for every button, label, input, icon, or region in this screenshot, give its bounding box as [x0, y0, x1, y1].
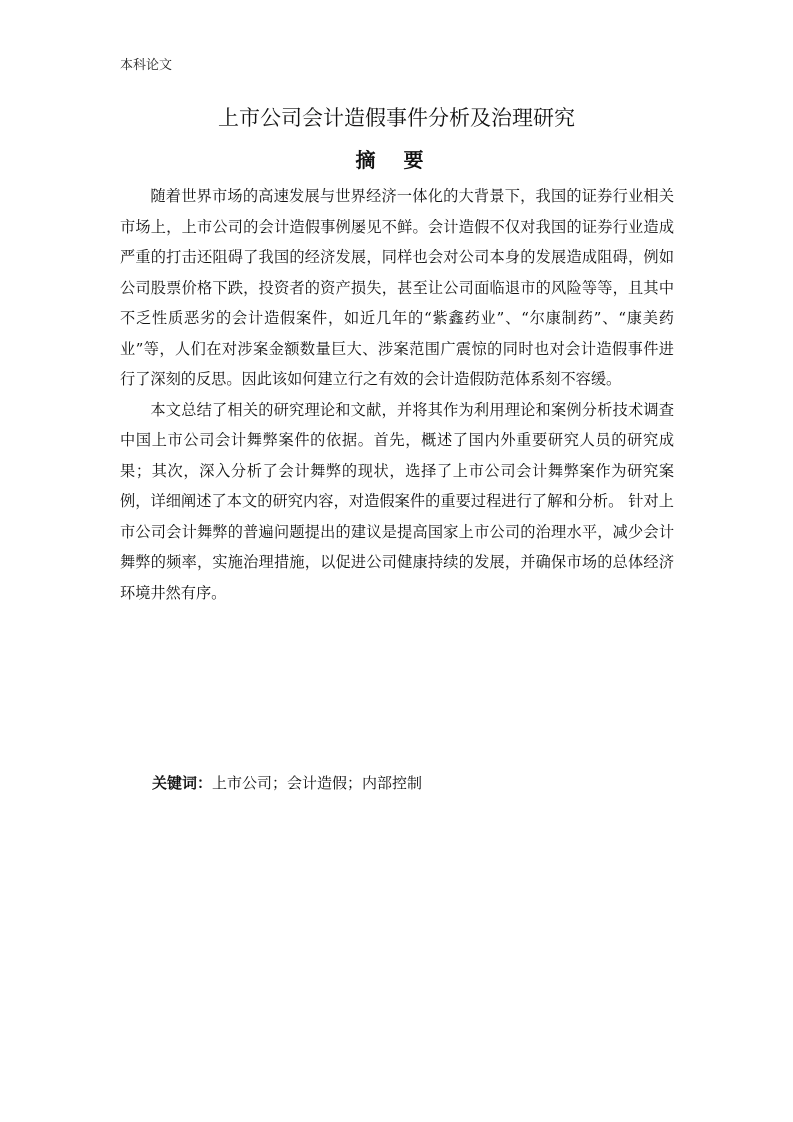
abstract-heading: 摘要 [355, 148, 452, 172]
running-header: 本科论文 [120, 58, 173, 73]
keywords-label: 关键词： [152, 774, 213, 792]
abstract-paragraph: 随着世界市场的高速发展与世界经济一体化的大背景下，我国的证券行业相关市场上，上市公司的会计造假事例屡见不鲜。会计造假不仅对我国的证券行业造成严重的打击还阻碍了我国的经济发展，同样也会对公司本身的发展造成阻碍，例如公司股票价格下跌，投资者的资产损失，甚至让公司面临退市的风险等等，且其中不乏性质恶劣的会计造假案件，如近几年的“紫鑫药业”、“尔康制药”、“康美药业”等，人们在对涉案金额数量巨大、涉案范围广震惊的同时也对会计造假事件进行了深刻的反思。因此该如何建立行之有效的会计造假防范体系刻不容缓。 [120, 187, 674, 388]
keywords-line [152, 770, 422, 796]
abstract-body [120, 181, 674, 608]
abstract-paragraph: 本文总结了相关的研究理论和文献，并将其作为利用理论和案例分析技术调查中国上市公司会计舞弊案件的依据。首先，概述了国内外重要研究人员的研究成果；其次，深入分析了会计舞弊的现状，选择了上市公司会计舞弊案作为研究案例，详细阐述了本文的研究内容，对造假案件的重要过程进行了解和分析。 针对上市公司会计舞弊的普遍问题提出的建议是提高国家上市公司的治理水平，减少会计舞弊的频率，实施治理措施，以促进公司健康持续的发展，并确保市场的总体经济环境井然有序。 [120, 400, 674, 602]
paper-title: 上市公司会计造假事件分析及治理研究 [218, 106, 575, 130]
keywords-value: 上市公司；会计造假；内部控制 [212, 774, 423, 792]
